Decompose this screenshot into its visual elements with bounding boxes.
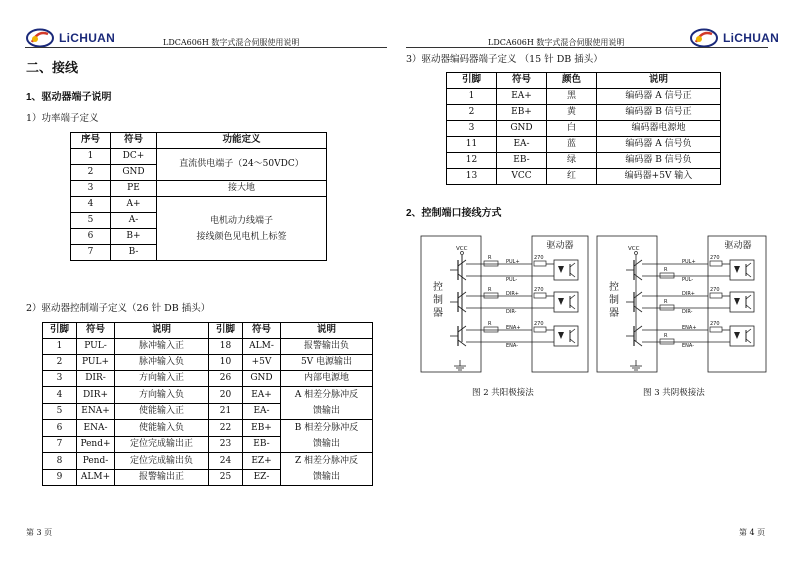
controller-box <box>421 236 481 372</box>
pin-label: PUL- <box>506 277 518 283</box>
cell: 报警输出正 <box>115 469 209 486</box>
pin-label: PUL+ <box>682 259 696 265</box>
cell-line: 馈输出 <box>312 472 340 482</box>
header-rule-left <box>25 47 387 48</box>
header-rule-right <box>406 47 768 48</box>
controller-box <box>597 236 657 372</box>
pin-label: PUL+ <box>506 259 520 265</box>
resistor-r-label: R <box>488 321 492 327</box>
wire <box>634 306 642 312</box>
cell: 9 <box>43 469 77 486</box>
cell: GND <box>497 121 547 137</box>
cell: 22 <box>209 420 243 437</box>
resistor-r-label: R <box>664 267 668 273</box>
wiring-title: 2、控制端口接线方式 <box>406 208 502 219</box>
table-header: 符号 <box>77 323 115 339</box>
driver-label: 驱动器 <box>546 241 574 251</box>
pin-label: ENA- <box>506 343 519 349</box>
cell: GND <box>243 371 281 387</box>
cell: EB+ <box>497 105 547 121</box>
cell: 定位完成输出负 <box>115 453 209 470</box>
cell: DIR+ <box>77 387 115 404</box>
control-terminal-title: 2）驱动器控制端子定义（26 针 DB 插头） <box>26 303 211 314</box>
cell: EA- <box>497 137 547 153</box>
optocoupler-led <box>558 332 564 339</box>
cell: 使能输入正 <box>115 403 209 420</box>
resistor-r <box>484 261 498 266</box>
wire <box>634 340 642 346</box>
resistor-270-label: 270 <box>710 255 720 261</box>
cell: DC+ <box>111 149 157 165</box>
optocoupler-led <box>558 298 564 305</box>
cell: 6 <box>71 229 111 245</box>
caption-common-cathode: 图 3 共阴极接法 <box>643 388 705 398</box>
subsection-title: 1、驱动器端子说明 <box>26 92 112 103</box>
resistor-r-label: R <box>488 287 492 293</box>
table-row <box>447 137 721 153</box>
cell: 5V 电源输出 <box>281 355 373 371</box>
cell: 1 <box>447 89 497 105</box>
cell: 绿 <box>547 153 597 169</box>
doc-title-left: LDCA606H 数字式混合伺服使用说明 <box>163 38 300 47</box>
common-anode-diagram <box>420 234 590 376</box>
cell: 直流供电端子（24～50VDC） <box>157 149 327 181</box>
cell: 5 <box>43 403 77 420</box>
cell: Pend- <box>77 453 115 470</box>
cell: 编码器电源地 <box>597 121 721 137</box>
cell: 黄 <box>547 105 597 121</box>
pin-label: DIR+ <box>506 291 519 297</box>
vcc-label: VCC <box>456 246 468 252</box>
wire <box>746 329 751 333</box>
cell <box>281 420 373 453</box>
pin-label: ENA- <box>682 343 695 349</box>
table-row <box>43 371 373 387</box>
wire <box>634 326 642 332</box>
cell: 内部电源地 <box>281 371 373 387</box>
table-row <box>447 169 721 185</box>
wire <box>746 295 751 299</box>
cell: 5 <box>71 213 111 229</box>
cell-line: A 相差分脉冲反 <box>294 390 359 400</box>
table-row <box>447 121 721 137</box>
cell: 2 <box>71 165 111 181</box>
controller-label-char: 控 <box>609 282 619 293</box>
controller-label-char: 器 <box>609 308 619 319</box>
resistor-r-label: R <box>488 255 492 261</box>
cell: 4 <box>43 387 77 404</box>
cell: EZ+ <box>243 453 281 470</box>
cell: 23 <box>209 436 243 453</box>
cell-line: B 相差分脉冲反 <box>294 423 359 433</box>
wire <box>570 305 575 309</box>
cell: VCC <box>497 169 547 185</box>
cell-line: 电机动力线端子 <box>209 215 273 226</box>
cell: 蓝 <box>547 137 597 153</box>
pin-label: DIR- <box>506 309 517 315</box>
table-header: 引脚 <box>447 73 497 89</box>
resistor-270-label: 270 <box>710 287 720 293</box>
table-header: 引脚 <box>43 323 77 339</box>
table-row <box>43 355 373 371</box>
cell: ALM+ <box>77 469 115 486</box>
cell: 3 <box>43 371 77 387</box>
wire <box>570 263 575 267</box>
cell: 8 <box>43 453 77 470</box>
common-cathode-diagram <box>596 234 768 376</box>
resistor-r <box>660 339 674 344</box>
cell: EA+ <box>497 89 547 105</box>
wire <box>570 329 575 333</box>
encoder-terminal-table <box>446 72 721 185</box>
cell: 26 <box>209 371 243 387</box>
cell: 脉冲输入正 <box>115 339 209 355</box>
resistor-270 <box>534 261 546 266</box>
cell-line: 馈输出 <box>312 406 340 416</box>
cell: 方向输入负 <box>115 387 209 404</box>
controller-label-char: 制 <box>609 295 619 306</box>
cell: 定位完成输出正 <box>115 436 209 453</box>
resistor-270-label: 270 <box>534 287 544 293</box>
cell-line: Z 相差分脉冲反 <box>294 456 359 466</box>
cell-line: 馈输出 <box>312 439 340 449</box>
cell: EB- <box>497 153 547 169</box>
cell: 24 <box>209 453 243 470</box>
table-row <box>447 105 721 121</box>
wire <box>746 273 751 277</box>
table-header: 说明 <box>115 323 209 339</box>
pin-label: PUL- <box>682 277 694 283</box>
section-title: 二、接线 <box>26 60 79 75</box>
cell: 脉冲输入负 <box>115 355 209 371</box>
cell-line: 接线颜色见电机上标签 <box>196 231 287 242</box>
resistor-r-label: R <box>664 333 668 339</box>
cell: 7 <box>71 245 111 261</box>
resistor-270-label: 270 <box>534 255 544 261</box>
cell: 12 <box>447 153 497 169</box>
page-number-left: 第 3 页 <box>26 528 53 537</box>
cell: 6 <box>43 420 77 437</box>
cell: 红 <box>547 169 597 185</box>
cell: PE <box>111 181 157 197</box>
table-row <box>71 149 327 165</box>
table-row <box>71 181 327 197</box>
resistor-270-label: 270 <box>710 321 720 327</box>
cell: ENA+ <box>77 403 115 420</box>
page-number-right: 第 4 页 <box>739 528 766 537</box>
cell: Pend+ <box>77 436 115 453</box>
wire <box>634 260 642 266</box>
cell: 21 <box>209 403 243 420</box>
wire <box>570 273 575 277</box>
wire <box>634 292 642 298</box>
controller-label-char: 制 <box>433 295 443 306</box>
wire <box>746 263 751 267</box>
lichuan-logo-right: LiCHUAN <box>690 28 779 48</box>
table-header: 颜色 <box>547 73 597 89</box>
cell: 20 <box>209 387 243 404</box>
cell: 编码器 A 信号负 <box>597 137 721 153</box>
cell: EB+ <box>243 420 281 437</box>
cell: A- <box>111 213 157 229</box>
optocoupler-led <box>734 332 740 339</box>
cell: 7 <box>43 436 77 453</box>
cell <box>281 387 373 420</box>
cell: A+ <box>111 197 157 213</box>
cell: B- <box>111 245 157 261</box>
cell: 方向输入正 <box>115 371 209 387</box>
cell: EB- <box>243 436 281 453</box>
cell: DIR- <box>77 371 115 387</box>
cell: ALM- <box>243 339 281 355</box>
table-row <box>43 420 373 437</box>
resistor-270 <box>534 327 546 332</box>
table-header: 说明 <box>597 73 721 89</box>
resistor-r <box>484 293 498 298</box>
wire <box>746 305 751 309</box>
cell: 18 <box>209 339 243 355</box>
table-header: 说明 <box>281 323 373 339</box>
cell: 4 <box>71 197 111 213</box>
cell: EA- <box>243 403 281 420</box>
optocoupler-led <box>558 266 564 273</box>
table-row <box>43 339 373 355</box>
table-header: 序号 <box>71 133 111 149</box>
pin-label: DIR+ <box>682 291 695 297</box>
cell: 使能输入负 <box>115 420 209 437</box>
caption-common-anode: 图 2 共阳极接法 <box>472 388 534 398</box>
lichuan-logo-icon <box>26 28 56 48</box>
resistor-r <box>660 305 674 310</box>
cell: 1 <box>71 149 111 165</box>
cell: 25 <box>209 469 243 486</box>
lichuan-logo-icon <box>690 28 720 48</box>
cell: 编码器 B 信号正 <box>597 105 721 121</box>
cell: EZ- <box>243 469 281 486</box>
resistor-270 <box>534 293 546 298</box>
cell: 3 <box>447 121 497 137</box>
resistor-270 <box>710 293 722 298</box>
controller-label-char: 控 <box>433 282 443 293</box>
cell: GND <box>111 165 157 181</box>
cell: 编码器 B 信号负 <box>597 153 721 169</box>
lichuan-logo-left: LiCHUAN <box>26 28 115 48</box>
cell: PUL+ <box>77 355 115 371</box>
table-row <box>43 453 373 470</box>
table-header: 功能定义 <box>157 133 327 149</box>
resistor-r <box>660 273 674 278</box>
pin-label: DIR- <box>682 309 693 315</box>
cell: 2 <box>447 105 497 121</box>
cell: EA+ <box>243 387 281 404</box>
table-row <box>43 387 373 404</box>
table-row <box>71 197 327 213</box>
table-header: 符号 <box>497 73 547 89</box>
cell: 3 <box>71 181 111 197</box>
table-header: 符号 <box>111 133 157 149</box>
cell: +5V <box>243 355 281 371</box>
cell: 编码器+5V 输入 <box>597 169 721 185</box>
cell: 接大地 <box>157 181 327 197</box>
resistor-270 <box>710 327 722 332</box>
wire <box>570 295 575 299</box>
cell: 2 <box>43 355 77 371</box>
doc-title-right: LDCA606H 数字式混合伺服使用说明 <box>488 38 625 47</box>
cell: 1 <box>43 339 77 355</box>
resistor-r-label: R <box>664 299 668 305</box>
power-terminal-title: 1）功率端子定义 <box>26 113 99 124</box>
resistor-270-label: 270 <box>534 321 544 327</box>
resistor-270 <box>710 261 722 266</box>
cell: 编码器 A 信号正 <box>597 89 721 105</box>
cell: 13 <box>447 169 497 185</box>
power-terminal-table <box>70 132 327 261</box>
cell: 白 <box>547 121 597 137</box>
driver-label: 驱动器 <box>724 241 752 251</box>
vcc-label: VCC <box>628 246 640 252</box>
control-terminal-table <box>42 322 373 486</box>
pin-label: ENA+ <box>682 325 697 331</box>
pin-label: ENA+ <box>506 325 521 331</box>
cell: 10 <box>209 355 243 371</box>
table-header: 引脚 <box>209 323 243 339</box>
controller-label-char: 器 <box>433 308 443 319</box>
optocoupler-led <box>734 298 740 305</box>
cell: 11 <box>447 137 497 153</box>
optocoupler-led <box>734 266 740 273</box>
encoder-terminal-title: 3）驱动器编码器端子定义 （15 针 DB 插头） <box>406 54 603 65</box>
wire <box>570 339 575 343</box>
resistor-r <box>484 327 498 332</box>
cell: 黑 <box>547 89 597 105</box>
table-header: 符号 <box>243 323 281 339</box>
cell <box>157 197 327 261</box>
cell <box>281 453 373 486</box>
cell: ENA- <box>77 420 115 437</box>
table-row <box>447 153 721 169</box>
table-row <box>447 89 721 105</box>
cell: PUL- <box>77 339 115 355</box>
cell: 报警输出负 <box>281 339 373 355</box>
wire <box>746 339 751 343</box>
wire <box>634 274 642 280</box>
cell: B+ <box>111 229 157 245</box>
